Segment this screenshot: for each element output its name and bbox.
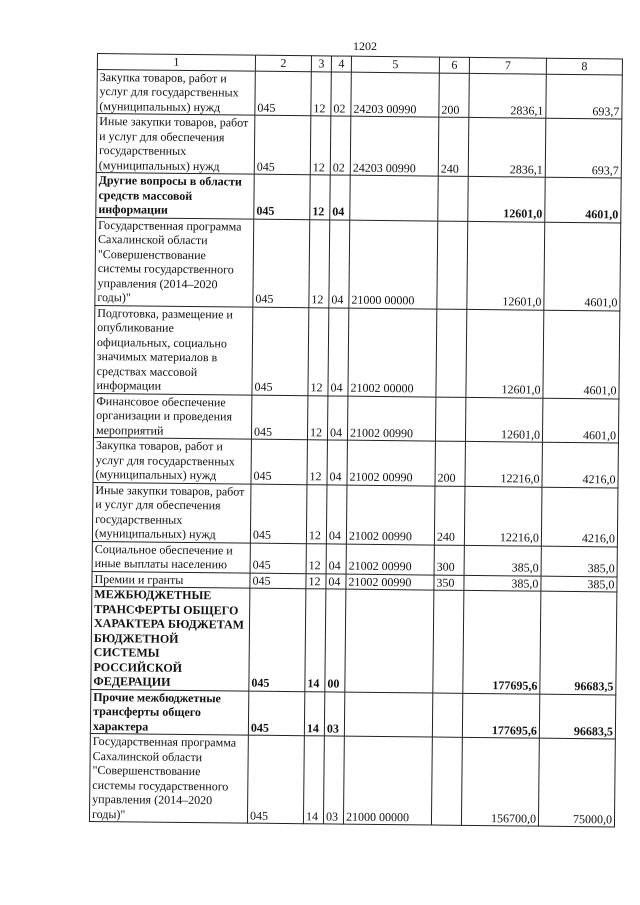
- ministry-code: 045: [249, 588, 306, 691]
- target-article-code: [350, 175, 438, 220]
- ministry-code: 045: [248, 691, 304, 736]
- amount-col8: 4216,0: [542, 442, 618, 487]
- ministry-code: 045: [253, 219, 310, 308]
- table-row: [92, 541, 617, 576]
- amount-col7: 385,0: [464, 545, 541, 576]
- expense-type-code: [431, 737, 462, 825]
- expense-type-code: 300: [434, 545, 464, 575]
- amount-col7: 12216,0: [464, 486, 542, 546]
- target-article-code: 24203 00990: [350, 116, 439, 176]
- amount-col7: 385,0: [464, 575, 541, 591]
- target-article-code: 21000 00000: [343, 736, 432, 825]
- section-code: 12: [311, 71, 331, 116]
- amount-col8: 693,7: [546, 74, 622, 119]
- section-code: 12: [310, 175, 330, 220]
- page-number: 1202: [353, 39, 377, 53]
- column-header: 4: [331, 56, 351, 72]
- amount-col8: 4216,0: [541, 487, 618, 547]
- ministry-code: 045: [250, 573, 306, 589]
- section-code: 12: [310, 116, 331, 175]
- target-article-code: 21002 00990: [347, 440, 435, 485]
- amount-col7: 12216,0: [465, 441, 542, 486]
- expense-type-code: 200: [435, 441, 465, 486]
- item-name: Государственная программа Сахалинской области "Совершенствование системы государственного управления (2014–2020 годы)": [95, 217, 254, 307]
- section-code: 12: [308, 307, 329, 395]
- section-code: 14: [305, 589, 326, 692]
- amount-col7: 2836,1: [469, 73, 546, 118]
- column-header: 5: [351, 56, 439, 72]
- subsection-code: 04: [327, 395, 347, 440]
- subsection-code: 03: [324, 691, 344, 736]
- amount-col8: 4601,0: [545, 177, 621, 222]
- section-code: 12: [307, 440, 327, 485]
- subsection-code: 04: [326, 543, 346, 573]
- amount-col8: 75000,0: [538, 738, 615, 827]
- expense-type-code: 240: [434, 486, 465, 545]
- subsection-code: 03: [323, 736, 344, 824]
- item-name: Закупка товаров, работ и услуг для государственных (муниципальных) нужд: [97, 69, 255, 115]
- expense-type-code: [432, 693, 462, 738]
- amount-col7: 2836,1: [468, 117, 546, 177]
- amount-col7: 12601,0: [467, 221, 545, 310]
- section-code: 12: [307, 395, 327, 440]
- subsection-code: 04: [330, 175, 350, 220]
- budget-table: [89, 53, 623, 827]
- item-name: Иные закупки товаров, работ и услуг для обеспечения государственных (муниципальных) нужд: [96, 114, 255, 175]
- amount-col8: 96683,5: [540, 591, 617, 694]
- ministry-code: 045: [247, 735, 304, 824]
- target-article-code: [344, 692, 432, 737]
- item-name: Другие вопросы в области средств массовой информации: [96, 172, 254, 218]
- amount-col7: 177695,6: [462, 693, 539, 738]
- table-row: [89, 733, 615, 826]
- ministry-code: 045: [250, 543, 306, 574]
- item-name: Премии и гранты: [92, 571, 250, 588]
- amount-col8: 385,0: [541, 576, 617, 592]
- ministry-code: 045: [254, 174, 310, 219]
- expense-type-code: 240: [438, 117, 469, 176]
- amount-col7: 12601,0: [468, 176, 545, 221]
- amount-col8: 385,0: [541, 546, 617, 577]
- table-row: [95, 217, 621, 310]
- ministry-code: 045: [250, 484, 307, 544]
- subsection-code: 02: [331, 71, 351, 116]
- expense-type-code: [438, 176, 468, 221]
- expense-type-code: [433, 590, 464, 693]
- column-header: 2: [255, 55, 311, 71]
- table-row: [93, 437, 618, 487]
- table-row: [93, 393, 618, 443]
- amount-col8: 96683,5: [539, 694, 615, 739]
- item-name: Социальное обеспечение и иные выплаты населению: [92, 541, 250, 573]
- target-article-code: 21002 00990: [346, 485, 435, 545]
- item-name: Прочие межбюджетные трансферты общего характера: [90, 689, 248, 735]
- expense-type-code: [437, 221, 468, 309]
- amount-col7: 12601,0: [466, 309, 544, 398]
- target-article-code: 21002 00990: [346, 574, 434, 590]
- section-code: 12: [306, 543, 326, 573]
- target-article-code: 21002 00990: [346, 544, 434, 575]
- item-name: Иные закупки товаров, работ и услуг для обеспечения государственных (муниципальных) нужд: [92, 482, 251, 543]
- section-code: 12: [306, 573, 326, 589]
- column-header: 6: [439, 57, 469, 73]
- amount-col7: 177695,6: [463, 590, 541, 693]
- column-header: 7: [469, 57, 546, 73]
- subsection-code: 04: [326, 484, 347, 543]
- subsection-code: 02: [330, 116, 351, 175]
- item-name: Государственная программа Сахалинской области "Совершенствование системы государственного управления (2014–2020 годы)": [89, 733, 248, 823]
- amount-col7: 156700,0: [461, 737, 539, 826]
- subsection-code: 00: [325, 589, 346, 692]
- section-code: 14: [303, 736, 324, 824]
- target-article-code: 21000 00000: [349, 220, 438, 309]
- expense-type-code: 200: [439, 73, 469, 118]
- subsection-code: 04: [327, 440, 347, 485]
- subsection-code: 04: [328, 307, 349, 395]
- table-row: [92, 482, 618, 546]
- amount-col8: 4601,0: [542, 398, 618, 443]
- target-article-code: 24203 00990: [351, 72, 439, 117]
- expense-type-code: [436, 309, 467, 397]
- amount-col8: 693,7: [545, 118, 622, 178]
- table-row: [97, 69, 622, 119]
- section-code: 14: [304, 691, 324, 736]
- expense-type-code: [435, 397, 465, 442]
- section-code: 12: [309, 219, 330, 307]
- ministry-code: 045: [251, 439, 307, 484]
- table-row: [96, 114, 622, 178]
- item-name: Подготовка, размещение и опубликование официальных, социально значимых материалов в средствах массовой информации: [94, 305, 253, 395]
- amount-col8: 4601,0: [544, 222, 621, 311]
- subsection-code: 04: [326, 573, 346, 589]
- target-article-code: [345, 589, 434, 692]
- ministry-code: 045: [251, 395, 307, 440]
- ministry-code: 045: [255, 71, 311, 116]
- amount-col8: 4601,0: [543, 310, 620, 399]
- table-row: [91, 586, 617, 694]
- item-name: МЕЖБЮДЖЕТНЫЕ ТРАНСФЕРТЫ ОБЩЕГО ХАРАКТЕРА БЮДЖЕТАМ БЮДЖЕТНОЙ СИСТЕМЫ РОССИЙСКОЙ ФЕДЕРАЦИИ: [91, 586, 250, 690]
- table-row: [90, 689, 615, 739]
- column-header: 8: [546, 58, 622, 74]
- target-article-code: 21002 00000: [348, 308, 437, 397]
- table-row: [94, 305, 620, 398]
- ministry-code: 045: [252, 307, 309, 396]
- item-name: Закупка товаров, работ и услуг для государственных (муниципальных) нужд: [93, 437, 251, 483]
- target-article-code: 21002 00990: [347, 396, 435, 441]
- amount-col7: 12601,0: [465, 397, 542, 442]
- column-header: 1: [97, 54, 255, 71]
- column-header: 3: [311, 56, 331, 72]
- item-name: Финансовое обеспечение организации и проведения мероприятий: [93, 393, 251, 439]
- ministry-code: 045: [254, 115, 311, 175]
- expense-type-code: 350: [434, 575, 464, 591]
- subsection-code: 04: [329, 219, 350, 307]
- section-code: 12: [306, 484, 327, 543]
- table-row: [96, 172, 621, 222]
